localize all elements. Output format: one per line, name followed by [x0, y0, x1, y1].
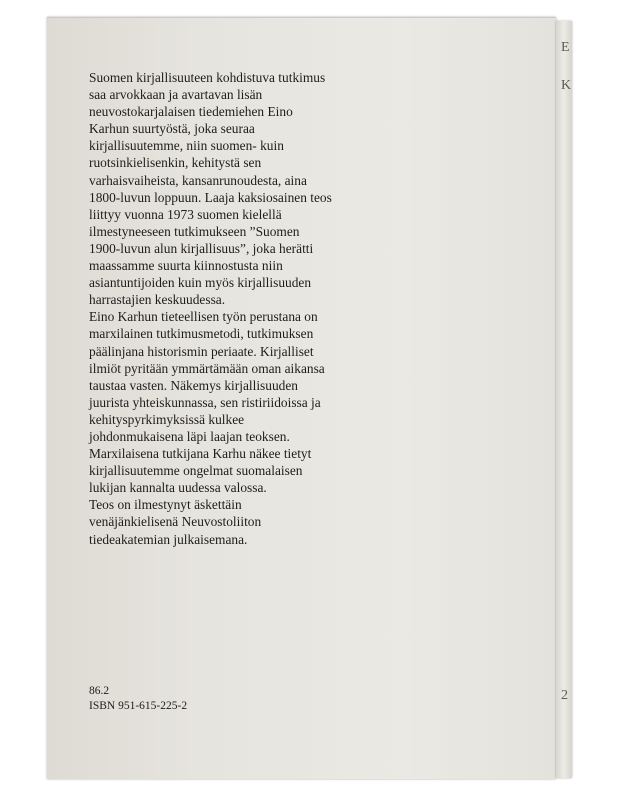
- publication-codes: [89, 684, 187, 714]
- spine-digit-bottom: 2: [561, 688, 568, 703]
- class-code: 86.2: [89, 685, 110, 697]
- blurb-text: Suomen kirjallisuuteen kohdistuva tutkimus saa arvokkaan ja avartavan lisän neuvostokarjalaisen tiedemiehen Eino Karhun suurtyöstä, joka seuraa kirjallisuutemme, niin suomen- kuin ruotsinkielisenkin, kehitystä sen varhaisvaiheista, kansanrunoudesta, aina 1800-luvun loppuun. Laaja kaksiosainen teos liittyy vuonna 1973 suomen kielellä ilmestyneeseen tutkimukseen ”Suomen 1900-luvun alun kirjallisuus”, joka herätti maassamme suurta kiinnostusta niin asiantuntijoiden kuin myös kirjallisuuden harrastajien keskuudessa. Eino Karhun tieteellisen työn perustana on marxilainen tutkimusmetodi, tutkimuksen päälinjana historismin periaate. Kirjalliset ilmiöt pyritään ymmärtämään oman aikansa taustaa vasten. Näkemys kirjallisuuden juurista yhteiskunnassa, sen ristiriidoissa ja kehityspyrkimyksissä kulkee johdonmukaisena läpi laajan teoksen. Marxilaisena tutkijana Karhu näkee tietyt kirjallisuutemme ongelmat suomalaisen lukijan kannalta uudessa valossa. Teos on ilmestynyt äskettäin venäjänkielisenä Neuvostoliiton tiedeakatemian julkaisemana.: [89, 70, 332, 547]
- spine-letter-top: E: [561, 40, 570, 55]
- book-spine: [556, 21, 572, 778]
- spine-letter-second: K: [561, 78, 572, 93]
- isbn: ISBN 951-615-225-2: [89, 700, 188, 712]
